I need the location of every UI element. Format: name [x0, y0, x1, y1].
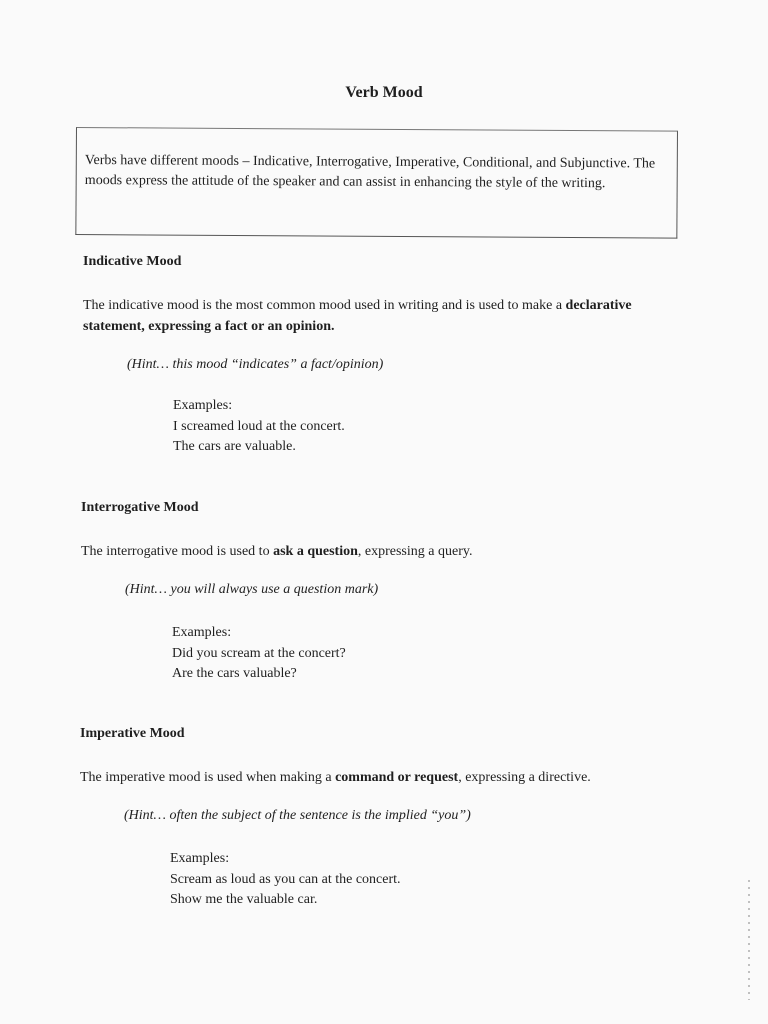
example-sentence: Scream as loud as you can at the concert. — [170, 871, 401, 887]
intro-text: Verbs have different moods – Indicative, Interrogative, Imperative, Conditional, and Subjunctive. The moods express the attitude of the speaker and can assist in enhancing the style of the writing. — [84, 152, 656, 191]
example-sentence: Are the cars valuable? — [172, 666, 297, 681]
section-paragraph-indicative — [83, 295, 683, 337]
example-sentence: Did you scream at the concert? — [172, 645, 346, 661]
section-hint-interrogative: (Hint… you will always use a question mark) — [125, 582, 379, 597]
paragraph-emphasis: command or request — [335, 770, 459, 785]
scan-margin-artifact — [748, 880, 750, 1000]
paragraph-text-after: , expressing a query. — [357, 544, 473, 559]
examples-block-indicative — [173, 396, 345, 458]
paragraph-text: The imperative mood is used when making a — [80, 770, 336, 785]
examples-label: Examples: — [172, 625, 232, 640]
paragraph-emphasis: ask a question — [273, 544, 358, 559]
page-title: Verb Mood — [345, 84, 423, 101]
example-sentence: I screamed loud at the concert. — [173, 418, 345, 434]
section-hint-indicative: (Hint… this mood “indicates” a fact/opinion) — [127, 357, 384, 372]
examples-block-imperative — [170, 849, 401, 911]
examples-label: Examples: — [170, 851, 230, 866]
section-heading-interrogative: Interrogative Mood — [81, 500, 199, 515]
paragraph-text: The interrogative mood is used to — [81, 544, 274, 559]
examples-block-interrogative — [172, 623, 346, 685]
example-sentence: Show me the valuable car. — [170, 892, 318, 907]
section-paragraph-interrogative — [81, 541, 681, 562]
paragraph-emphasis: declarative statement, expressing a fact or an opinion. — [83, 298, 632, 334]
examples-label: Examples: — [173, 398, 233, 413]
section-heading-imperative: Imperative Mood — [80, 726, 185, 741]
paragraph-text: The indicative mood is the most common mood used in writing and is used to make a — [83, 298, 566, 313]
section-hint-imperative: (Hint… often the subject of the sentence is the implied “you”) — [124, 808, 471, 823]
example-sentence: The cars are valuable. — [173, 439, 296, 454]
section-heading-indicative: Indicative Mood — [83, 254, 182, 269]
paragraph-text-after: , expressing a directive. — [458, 770, 591, 785]
section-paragraph-imperative — [80, 767, 680, 788]
